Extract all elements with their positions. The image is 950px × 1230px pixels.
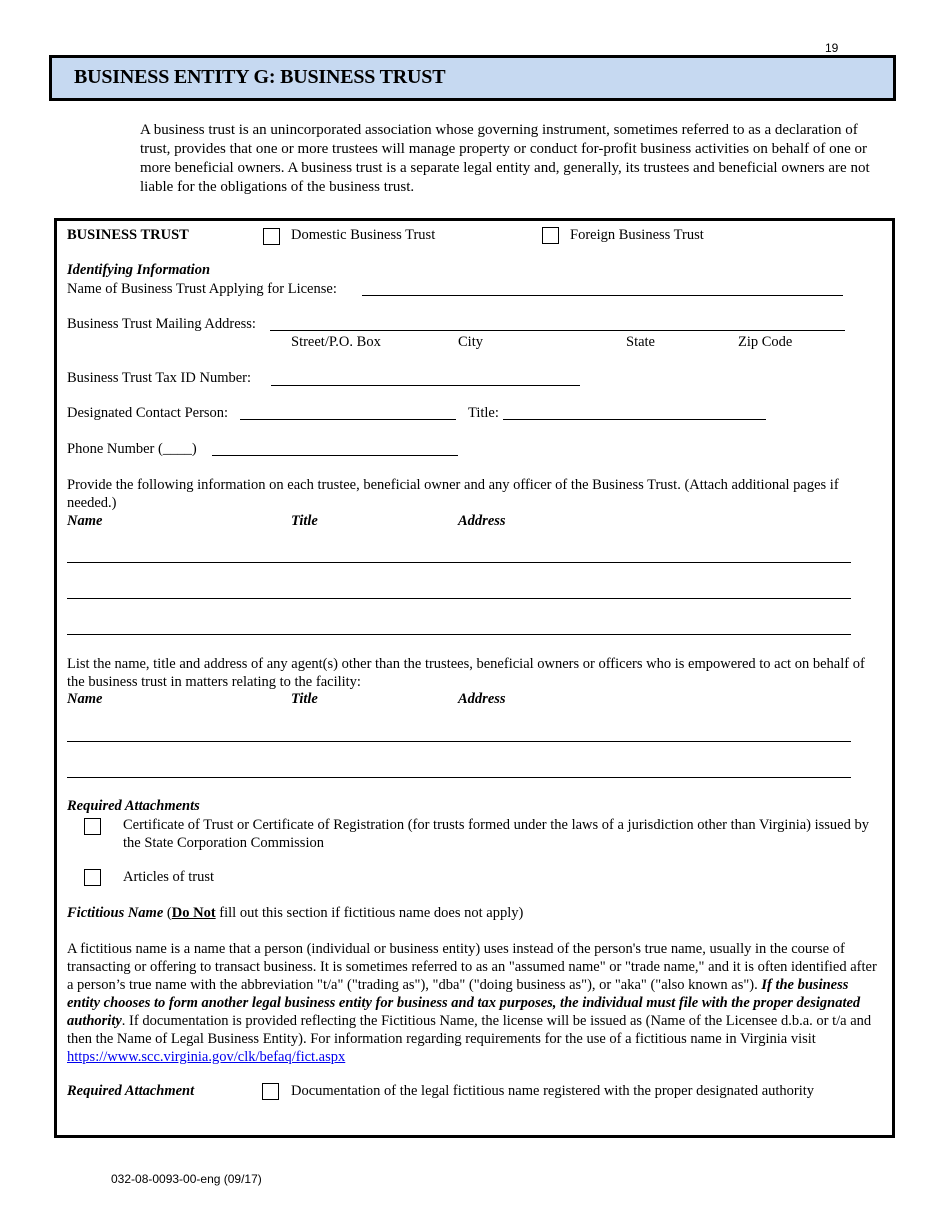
required-attachment-heading: Required Attachment <box>67 1083 195 1099</box>
foreign-trust-checkbox[interactable] <box>542 227 559 244</box>
fictitious-para-bold: If the business entity chooses to form another legal business entity for business and tax purposes, the individual must file with the proper designated authority <box>67 977 861 1029</box>
trustees-col-address: Address <box>458 513 506 529</box>
agent-entry-line[interactable] <box>67 741 851 742</box>
agents-col-address: Address <box>458 691 506 707</box>
trustee-entry-line[interactable] <box>67 598 851 599</box>
zip-caption: Zip Code <box>738 334 793 350</box>
tax-id-label: Business Trust Tax ID Number: <box>67 370 252 386</box>
street-caption: Street/P.O. Box <box>291 334 381 350</box>
trustees-col-name: Name <box>67 513 103 529</box>
certificate-checkbox[interactable] <box>84 818 101 835</box>
mailing-address-field[interactable] <box>270 330 845 331</box>
phone-label: Phone Number (____) <box>67 441 197 457</box>
agents-col-title: Title <box>291 691 318 707</box>
articles-label: Articles of trust <box>123 869 215 885</box>
section-header <box>49 55 896 101</box>
trust-name-label: Name of Business Trust Applying for License: <box>67 281 337 297</box>
fictitious-paren: ( <box>163 905 172 921</box>
page-number: 19 <box>825 41 839 55</box>
trustee-entry-line[interactable] <box>67 634 851 635</box>
required-attachments-heading: Required Attachments <box>67 798 200 814</box>
do-not-text: Do Not <box>171 905 216 921</box>
contact-title-field[interactable] <box>503 419 766 420</box>
articles-checkbox[interactable] <box>84 869 101 886</box>
fictitious-para-2: . If documentation is provided reflecting the Fictitious Name, the license will be issued as (Name of the Licensee d.b.a. or t/a and then the Name of Legal Business Entity). For information regarding requirements for the use of a fictitious name in Virginia visit <box>67 1013 872 1047</box>
identifying-info-heading: Identifying Information <box>67 262 211 278</box>
fictitious-heading: Fictitious Name <box>67 905 164 921</box>
trustees-col-title: Title <box>291 513 318 529</box>
intro-paragraph: A business trust is an unincorporated association whose governing instrument, sometimes referred to as a declaration of trust, provides that one or more trustees will manage property or conduct for-profit business activities on behalf of one or more beneficial owners. A business trust is a separate legal entity and, generally, its trustees and beneficial owners are not liable for the obligations of the business trust. <box>140 122 870 195</box>
page-title: BUSINESS ENTITY G: BUSINESS TRUST <box>74 66 446 88</box>
certificate-label: Certificate of Trust or Certificate of Registration (for trusts formed under the laws of a jurisdiction other than Virginia) issued by the State Corporation Commission <box>123 817 869 851</box>
contact-person-label: Designated Contact Person: <box>67 405 229 421</box>
agents-col-name: Name <box>67 691 103 707</box>
tax-id-field[interactable] <box>271 385 580 386</box>
agent-entry-line[interactable] <box>67 777 851 778</box>
agents-instruction: List the name, title and address of any agent(s) other than the trustees, beneficial owners or officers who is empowered to act on behalf of the business trust in matters relating to the facility: <box>67 656 865 690</box>
business-trust-label: BUSINESS TRUST <box>67 227 189 243</box>
phone-field[interactable] <box>212 455 458 456</box>
form-code: 032-08-0093-00-eng (09/17) <box>111 1172 262 1186</box>
trustee-entry-line[interactable] <box>67 562 851 563</box>
fictitious-heading-line <box>67 905 523 922</box>
fictitious-doc-label: Documentation of the legal fictitious name registered with the proper designated authority <box>291 1083 815 1099</box>
contact-title-label: Title: <box>468 405 499 421</box>
fictitious-paragraph <box>67 940 882 1066</box>
domestic-trust-label: Domestic Business Trust <box>291 227 436 243</box>
fictitious-name-link[interactable]: https://www.scc.virginia.gov/clk/befaq/fict.aspx <box>67 1049 346 1065</box>
state-caption: State <box>626 334 655 350</box>
mailing-address-label: Business Trust Mailing Address: <box>67 316 256 332</box>
fictitious-note: fill out this section if fictitious name does not apply) <box>215 905 524 921</box>
fictitious-doc-checkbox[interactable] <box>262 1083 279 1100</box>
domestic-trust-checkbox[interactable] <box>263 228 280 245</box>
contact-person-field[interactable] <box>240 419 456 420</box>
foreign-trust-label: Foreign Business Trust <box>570 227 704 243</box>
trust-name-field[interactable] <box>362 295 843 296</box>
fictitious-para-1: A fictitious name is a name that a person (individual or business entity) uses instead of the person's true name, usually in the course of transacting or offering to transact business. It is sometimes referred to as an "assumed name" or "trade name," and it is often identified after a person’s true name with the abbreviation "t/a" ("trading as"), "dba" ("doing business as"), or "aka" ("also known as"). <box>67 941 877 993</box>
city-caption: City <box>458 334 483 350</box>
trustees-instruction: Provide the following information on each trustee, beneficial owner and any officer of the Business Trust. (Attach additional pages if needed.) <box>67 477 839 511</box>
